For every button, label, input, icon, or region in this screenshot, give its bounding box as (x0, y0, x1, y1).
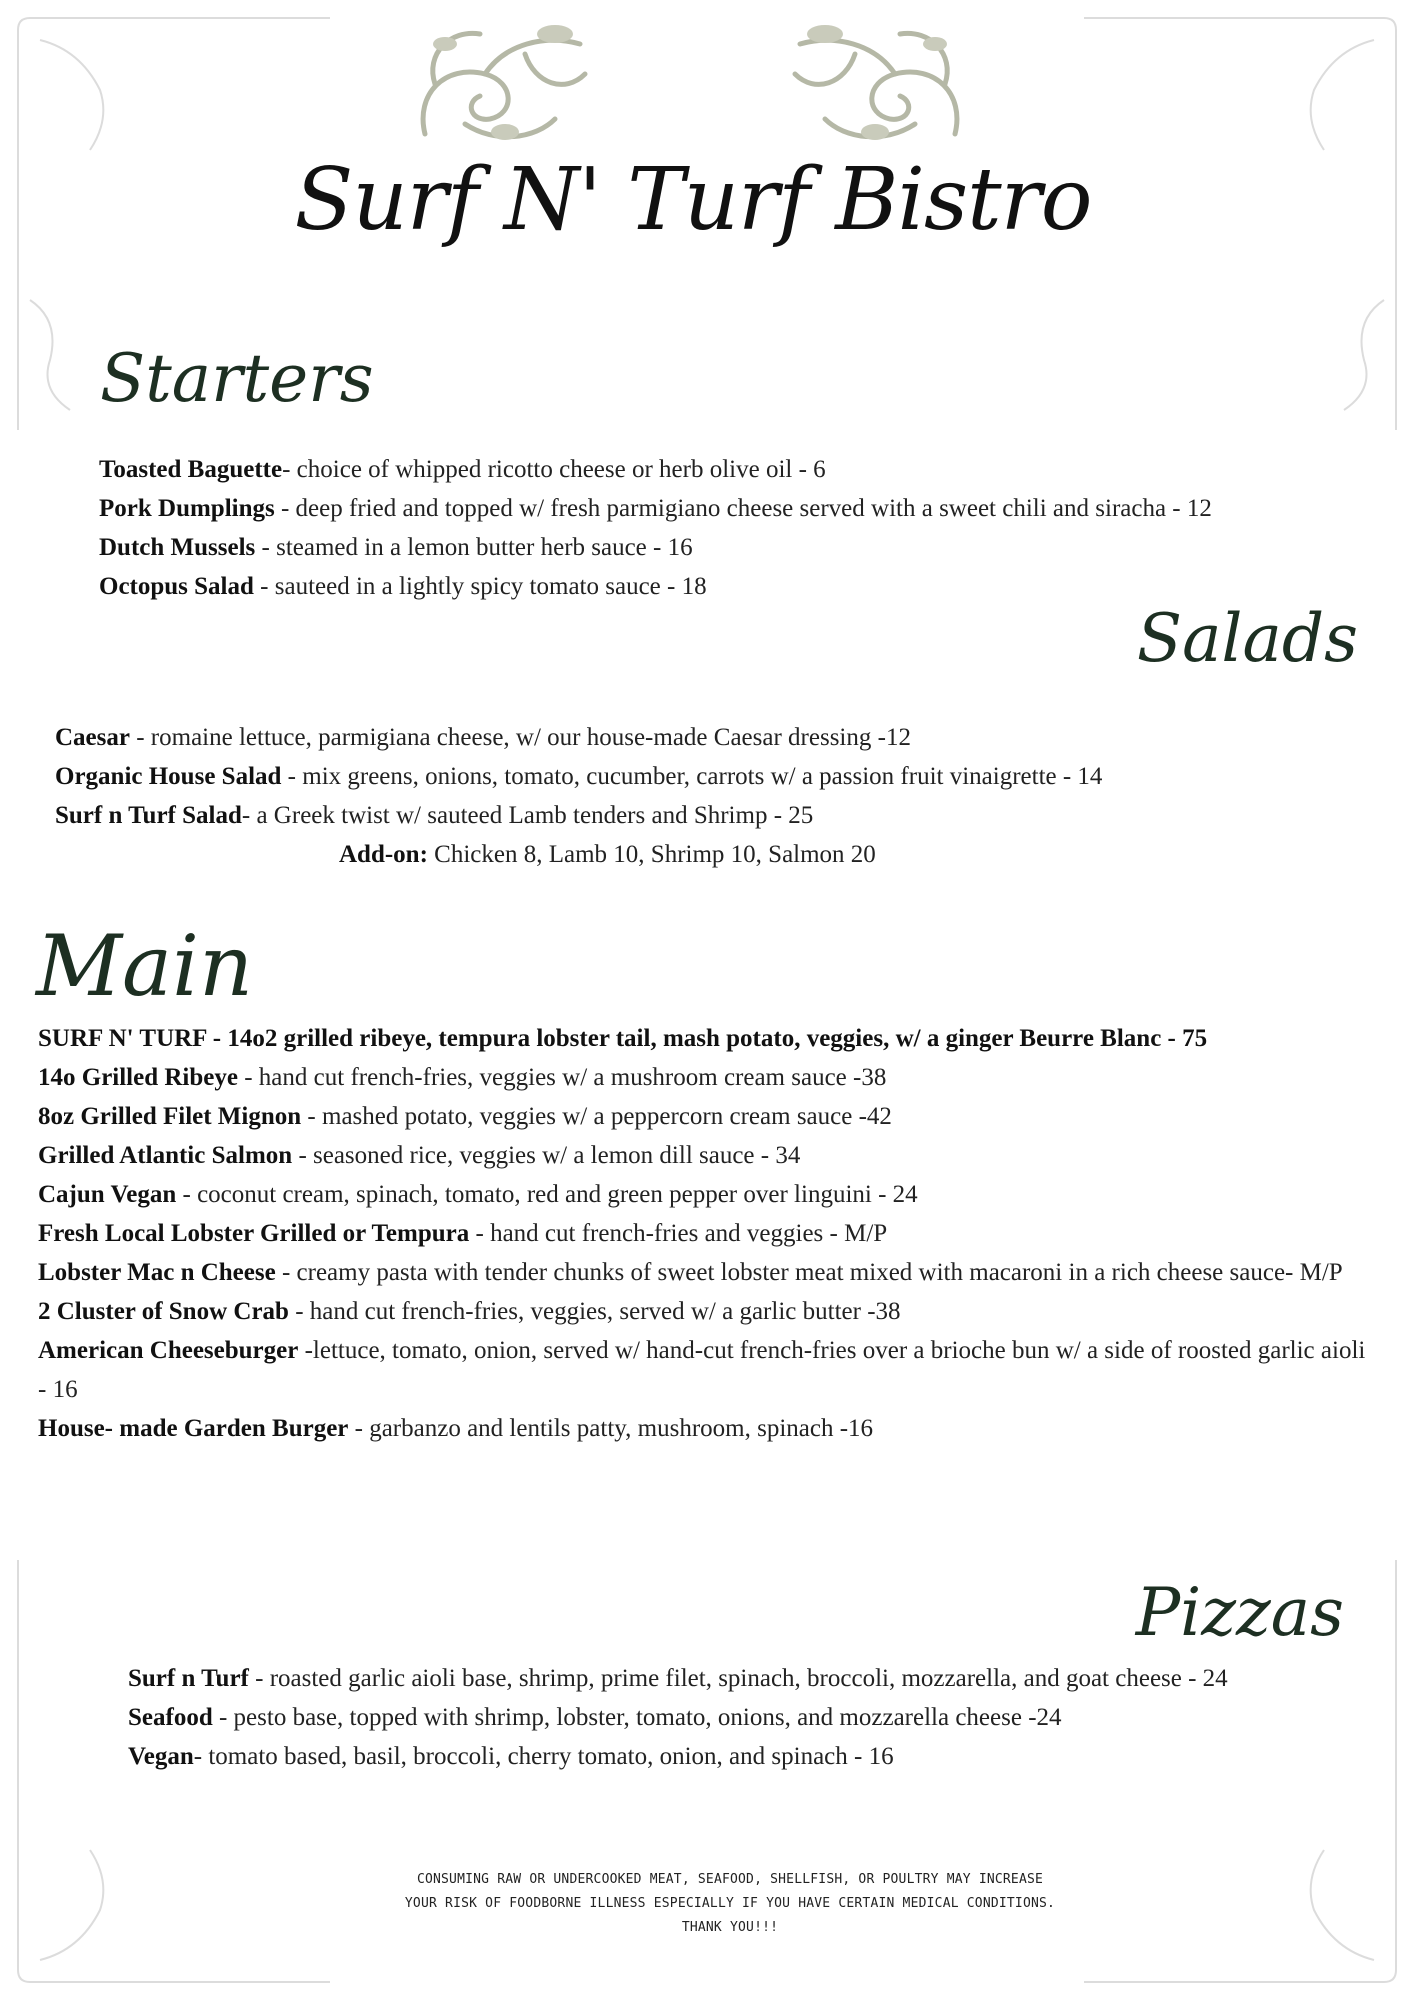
item-name: Organic House Salad (55, 763, 282, 790)
item-name: Surf n Turf (128, 1665, 249, 1692)
menu-item (99, 489, 1212, 528)
item-description: - choice of whipped ricotto cheese or herb olive oil - 6 (282, 456, 826, 483)
item-description: - coconut cream, spinach, tomato, red and green pepper over linguini - 24 (176, 1181, 918, 1208)
item-description: - hand cut french-fries and veggies - M/P (469, 1220, 888, 1247)
item-description: - tomato based, basil, broccoli, cherry tomato, onion, and spinach - 16 (193, 1743, 894, 1770)
main-list (38, 1019, 1378, 1448)
menu-item (38, 1058, 1378, 1097)
menu-item (38, 1292, 1378, 1331)
menu-item (99, 450, 1212, 489)
menu-item (38, 1214, 1378, 1253)
item-name: Cajun Vegan (38, 1181, 177, 1208)
food-safety-disclaimer (0, 1868, 1414, 1940)
menu-item (128, 1737, 1228, 1776)
menu-item (38, 1331, 1378, 1409)
item-description: - mix greens, onions, tomato, cucumber, carrots w/ a passion fruit vinaigrette - 14 (281, 763, 1103, 790)
item-description: - roasted garlic aioli base, shrimp, prime filet, spinach, broccoli, mozzarella, and goat cheese - 24 (248, 1665, 1228, 1692)
item-name: 2 Cluster of Snow Crab (38, 1298, 289, 1325)
right-scroll-ornament-icon (785, 14, 975, 154)
left-scroll-ornament-icon (405, 14, 595, 154)
item-description: - romaine lettuce, parmigiana cheese, w/ our house-made Caesar dressing -12 (129, 724, 911, 751)
addon-options: Chicken 8, Lamb 10, Shrimp 10, Salmon 20 (427, 841, 876, 868)
section-heading-main: Main (36, 917, 254, 1015)
menu-item (128, 1698, 1228, 1737)
menu-item (55, 757, 1102, 796)
item-name: Grilled Atlantic Salmon (38, 1142, 293, 1169)
item-name: Seafood (128, 1704, 213, 1731)
addon-label: Add-on: (339, 841, 428, 868)
section-heading-starters: Starters (100, 340, 374, 417)
item-description: - hand cut french-fries, veggies, served w/ a garlic butter -38 (288, 1298, 901, 1325)
item-name: Surf n Turf Salad (55, 802, 242, 829)
menu-item (38, 1409, 1378, 1448)
item-description: - deep fried and topped w/ fresh parmigiano cheese served with a sweet chili and siracha - 12 (274, 495, 1212, 522)
menu-item (38, 1175, 1378, 1214)
item-name: 14o Grilled Ribeye (38, 1064, 238, 1091)
item-name: Pork Dumplings (99, 495, 275, 522)
menu-item (38, 1097, 1378, 1136)
menu-item (99, 528, 1212, 567)
item-name: Octopus Salad (99, 573, 254, 600)
item-description: -lettuce, tomato, onion, served w/ hand-cut french-fries over a brioche bun w/ a side of roosted garlic aioli - 16 (38, 1337, 1366, 1403)
item-description: - creamy pasta with tender chunks of sweet lobster meat mixed with macaroni in a rich cheese sauce- M/P (275, 1259, 1343, 1286)
item-description: - seasoned rice, veggies w/ a lemon dill sauce - 34 (292, 1142, 801, 1169)
salads-list (55, 718, 1102, 874)
menu-item (128, 1659, 1228, 1698)
disclaimer-line: THANK YOU!!! (681, 1920, 779, 1935)
item-description: - pesto base, topped with shrimp, lobster, tomato, onions, and mozzarella cheese -24 (212, 1704, 1062, 1731)
menu-item (38, 1136, 1378, 1175)
disclaimer-line: YOUR RISK OF FOODBORNE ILLNESS ESPECIALLY IF YOU HAVE CERTAIN MEDICAL CONDITIONS. (404, 1896, 1056, 1911)
section-heading-pizzas: Pizzas (1135, 1574, 1344, 1651)
item-name: Dutch Mussels (99, 534, 256, 561)
item-name: American Cheeseburger (38, 1337, 299, 1364)
item-description: - a Greek twist w/ sauteed Lamb tenders and Shrimp - 25 (241, 802, 814, 829)
menu-item (55, 718, 1102, 757)
item-name: Lobster Mac n Cheese (38, 1259, 276, 1286)
item-description: - steamed in a lemon butter herb sauce - 16 (255, 534, 693, 561)
menu-item (99, 567, 1212, 606)
item-description: - garbanzo and lentils patty, mushroom, spinach -16 (348, 1415, 874, 1442)
menu-item (55, 796, 1102, 835)
item-name: 8oz Grilled Filet Mignon (38, 1103, 302, 1130)
starters-list (99, 450, 1212, 606)
item-name: Toasted Baguette (99, 456, 283, 483)
item-name: House- made Garden Burger (38, 1415, 349, 1442)
signature-item: SURF N' TURF - 14o2 grilled ribeye, tempura lobster tail, mash potato, veggies, w/ a ginger Beurre Blanc - 75 (38, 1025, 1208, 1052)
item-description: - sauteed in a lightly spicy tomato sauce - 18 (253, 573, 707, 600)
restaurant-title: Surf N' Turf Bistro (294, 150, 1092, 250)
item-description: - hand cut french-fries, veggies w/ a mushroom cream sauce -38 (237, 1064, 887, 1091)
salad-addons (55, 835, 1102, 874)
item-name: Fresh Local Lobster Grilled or Tempura (38, 1220, 470, 1247)
section-heading-salads: Salads (1136, 600, 1358, 677)
item-description: - mashed potato, veggies w/ a peppercorn cream sauce -42 (301, 1103, 892, 1130)
disclaimer-line: CONSUMING RAW OR UNDERCOOKED MEAT, SEAFOOD, SHELLFISH, OR POULTRY MAY INCREASE (416, 1872, 1044, 1887)
menu-item (38, 1253, 1378, 1292)
pizzas-list (128, 1659, 1228, 1776)
item-name: Vegan (128, 1743, 194, 1770)
item-name: Caesar (55, 724, 130, 751)
